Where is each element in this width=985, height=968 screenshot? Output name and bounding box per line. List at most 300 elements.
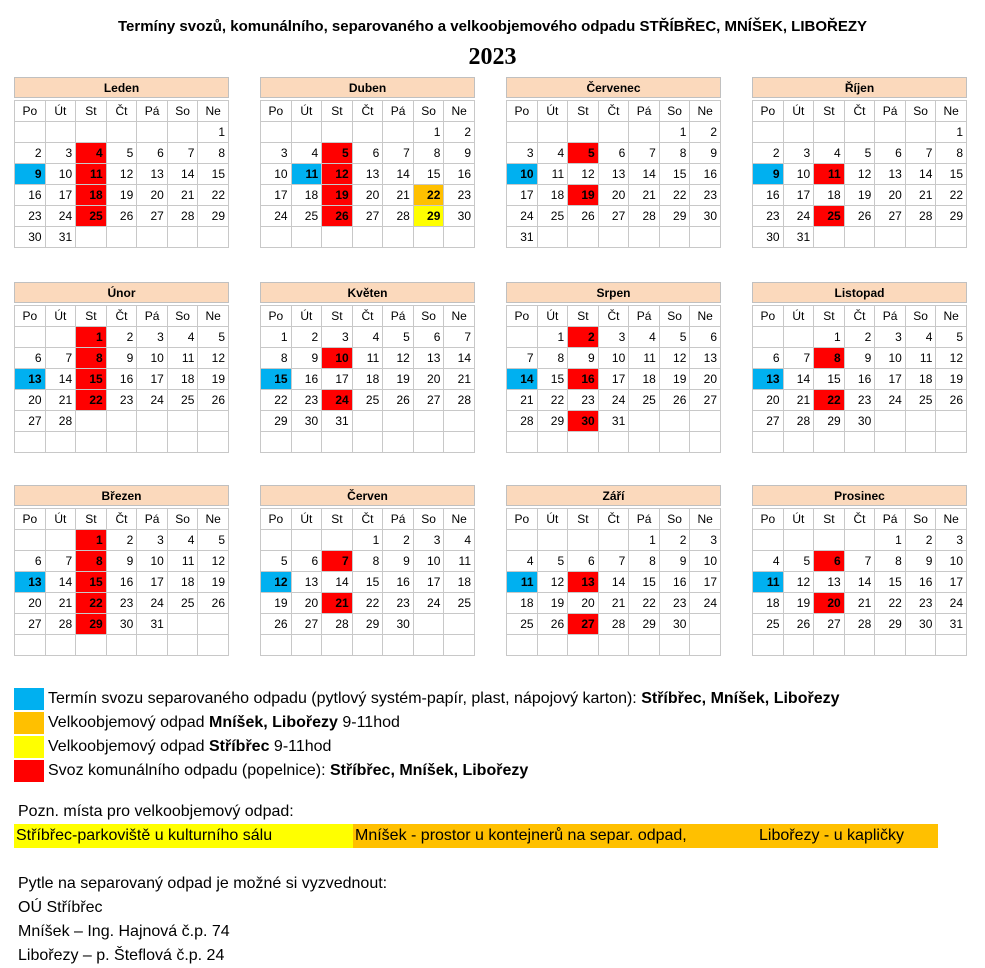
empty-cell (45, 432, 76, 453)
day-cell: 11 (814, 164, 845, 185)
day-cell: 31 (322, 411, 353, 432)
day-cell: 16 (844, 369, 875, 390)
places-row (18, 824, 938, 848)
day-cell: 12 (936, 348, 967, 369)
weekday-header: Pá (383, 306, 414, 327)
day-cell: 17 (137, 572, 168, 593)
month-8 (14, 485, 229, 656)
day-cell: 2 (844, 327, 875, 348)
day-cell: 2 (659, 530, 690, 551)
empty-cell (753, 327, 784, 348)
empty-cell (106, 122, 137, 143)
weekday-header: So (905, 509, 936, 530)
day-cell: 9 (659, 551, 690, 572)
day-cell: 13 (15, 369, 46, 390)
day-cell: 27 (291, 614, 322, 635)
month-table (752, 100, 967, 248)
empty-cell (507, 530, 538, 551)
empty-cell (690, 635, 721, 656)
day-cell: 25 (444, 593, 475, 614)
day-cell: 29 (537, 411, 568, 432)
empty-cell (261, 227, 292, 248)
empty-cell (322, 635, 353, 656)
month-name: Duben (260, 77, 475, 98)
legend-row-municipal (14, 759, 529, 783)
day-cell: 21 (322, 593, 353, 614)
weekday-header: Pá (383, 101, 414, 122)
day-cell: 14 (167, 164, 198, 185)
day-cell: 16 (291, 369, 322, 390)
empty-cell (322, 530, 353, 551)
weekday-header: Ne (690, 306, 721, 327)
day-cell: 16 (568, 369, 599, 390)
weekday-header: Ne (690, 509, 721, 530)
day-cell: 15 (261, 369, 292, 390)
day-cell: 10 (936, 551, 967, 572)
empty-cell (568, 635, 599, 656)
weekday-header: Po (753, 306, 784, 327)
blue-swatch-icon (14, 688, 44, 710)
month-name: Srpen (506, 282, 721, 303)
month-3 (752, 77, 967, 248)
empty-cell (537, 635, 568, 656)
day-cell: 29 (629, 614, 660, 635)
day-cell: 25 (629, 390, 660, 411)
day-cell: 2 (106, 327, 137, 348)
empty-cell (352, 411, 383, 432)
legend-row-separated (14, 687, 840, 711)
day-cell: 21 (383, 185, 414, 206)
day-cell: 27 (690, 390, 721, 411)
day-cell: 21 (507, 390, 538, 411)
day-cell: 25 (905, 390, 936, 411)
day-cell: 12 (659, 348, 690, 369)
day-cell: 24 (783, 206, 814, 227)
day-cell: 12 (844, 164, 875, 185)
empty-cell (413, 227, 444, 248)
day-cell: 7 (444, 327, 475, 348)
day-cell: 13 (598, 164, 629, 185)
place-liborezy: Libořezy - u kapličky (759, 827, 904, 844)
day-cell: 17 (507, 185, 538, 206)
empty-cell (875, 635, 906, 656)
weekday-header: Út (783, 306, 814, 327)
day-cell: 26 (936, 390, 967, 411)
day-cell: 16 (383, 572, 414, 593)
day-cell: 7 (629, 143, 660, 164)
empty-cell (629, 122, 660, 143)
empty-cell (537, 530, 568, 551)
weekday-header: Po (261, 101, 292, 122)
empty-cell (15, 530, 46, 551)
day-cell: 28 (45, 614, 76, 635)
day-cell: 7 (45, 551, 76, 572)
weekday-header: Ne (198, 509, 229, 530)
empty-cell (137, 122, 168, 143)
day-cell: 12 (322, 164, 353, 185)
empty-cell (507, 635, 538, 656)
empty-cell (167, 122, 198, 143)
day-cell: 24 (690, 593, 721, 614)
day-cell: 27 (352, 206, 383, 227)
day-cell: 16 (659, 572, 690, 593)
bags-location-3: Libořezy – p. Šteflová č.p. 24 (18, 947, 225, 964)
day-cell: 11 (352, 348, 383, 369)
day-cell: 22 (659, 185, 690, 206)
day-cell: 14 (507, 369, 538, 390)
empty-cell (15, 122, 46, 143)
empty-cell (137, 635, 168, 656)
day-cell: 29 (76, 614, 107, 635)
day-cell: 17 (322, 369, 353, 390)
month-table (506, 508, 721, 656)
month-table (752, 305, 967, 453)
weekday-header: Út (783, 509, 814, 530)
day-cell: 11 (291, 164, 322, 185)
day-cell: 8 (875, 551, 906, 572)
day-cell: 20 (15, 593, 46, 614)
empty-cell (76, 432, 107, 453)
weekday-header: Po (507, 306, 538, 327)
day-cell: 26 (659, 390, 690, 411)
day-cell: 30 (106, 614, 137, 635)
day-cell: 15 (629, 572, 660, 593)
day-cell: 11 (905, 348, 936, 369)
day-cell: 7 (322, 551, 353, 572)
empty-cell (507, 432, 538, 453)
day-cell: 3 (137, 530, 168, 551)
empty-cell (598, 530, 629, 551)
day-cell: 4 (814, 143, 845, 164)
legend-separated-bold: Stříbřec, Mníšek, Libořezy (641, 690, 840, 707)
empty-cell (659, 432, 690, 453)
day-cell: 6 (568, 551, 599, 572)
weekday-header: Pá (875, 101, 906, 122)
day-cell: 2 (106, 530, 137, 551)
day-cell: 20 (137, 185, 168, 206)
empty-cell (15, 635, 46, 656)
empty-cell (537, 432, 568, 453)
day-cell: 4 (167, 530, 198, 551)
empty-cell (167, 411, 198, 432)
empty-cell (261, 635, 292, 656)
empty-cell (844, 635, 875, 656)
day-cell: 10 (45, 164, 76, 185)
day-cell: 3 (507, 143, 538, 164)
day-cell: 27 (875, 206, 906, 227)
day-cell: 26 (844, 206, 875, 227)
empty-cell (659, 227, 690, 248)
day-cell: 14 (844, 572, 875, 593)
day-cell: 10 (875, 348, 906, 369)
empty-cell (137, 227, 168, 248)
empty-cell (444, 635, 475, 656)
day-cell: 14 (905, 164, 936, 185)
day-cell: 5 (659, 327, 690, 348)
weekday-header: Čt (844, 306, 875, 327)
bags-location-1: OÚ Stříbřec (18, 899, 103, 916)
month-name: Leden (14, 77, 229, 98)
day-cell: 13 (875, 164, 906, 185)
month-name: Říjen (752, 77, 967, 98)
empty-cell (537, 227, 568, 248)
day-cell: 23 (15, 206, 46, 227)
day-cell: 5 (783, 551, 814, 572)
weekday-header: St (76, 101, 107, 122)
weekday-header: Čt (106, 306, 137, 327)
day-cell: 14 (45, 572, 76, 593)
day-cell: 6 (137, 143, 168, 164)
weekday-header: Út (537, 509, 568, 530)
day-cell: 5 (198, 530, 229, 551)
day-cell: 24 (507, 206, 538, 227)
day-cell: 16 (106, 572, 137, 593)
weekday-header: Čt (106, 101, 137, 122)
weekday-header: St (76, 306, 107, 327)
day-cell: 31 (783, 227, 814, 248)
day-cell: 6 (875, 143, 906, 164)
day-cell: 26 (568, 206, 599, 227)
weekday-header: Pá (629, 101, 660, 122)
day-cell: 11 (444, 551, 475, 572)
empty-cell (383, 411, 414, 432)
day-cell: 10 (783, 164, 814, 185)
day-cell: 11 (167, 348, 198, 369)
day-cell: 17 (936, 572, 967, 593)
empty-cell (905, 227, 936, 248)
weekday-header: Út (45, 306, 76, 327)
empty-cell (167, 635, 198, 656)
legend-row-bulky-stribrec (14, 735, 332, 759)
empty-cell (753, 122, 784, 143)
year-heading: 2023 (468, 44, 517, 70)
day-cell: 18 (444, 572, 475, 593)
day-cell: 31 (598, 411, 629, 432)
weekday-header: So (413, 101, 444, 122)
orange-swatch-icon (14, 712, 44, 734)
day-cell: 3 (783, 143, 814, 164)
day-cell: 23 (106, 593, 137, 614)
empty-cell (690, 411, 721, 432)
day-cell: 13 (291, 572, 322, 593)
day-cell: 30 (383, 614, 414, 635)
month-name: Únor (14, 282, 229, 303)
day-cell: 4 (76, 143, 107, 164)
empty-cell (291, 432, 322, 453)
day-cell: 18 (507, 593, 538, 614)
day-cell: 13 (352, 164, 383, 185)
day-cell: 17 (45, 185, 76, 206)
weekday-header: Po (15, 509, 46, 530)
month-table (752, 508, 967, 656)
empty-cell (936, 411, 967, 432)
legend-row-bulky-mnisek (14, 711, 400, 735)
empty-cell (106, 635, 137, 656)
weekday-header: Po (261, 509, 292, 530)
empty-cell (814, 227, 845, 248)
day-cell: 21 (844, 593, 875, 614)
day-cell: 5 (261, 551, 292, 572)
day-cell: 4 (291, 143, 322, 164)
day-cell: 2 (753, 143, 784, 164)
day-cell: 8 (76, 348, 107, 369)
day-cell: 26 (537, 614, 568, 635)
weekday-header: So (659, 509, 690, 530)
weekday-header: Ne (444, 306, 475, 327)
day-cell: 29 (261, 411, 292, 432)
notes (18, 800, 938, 968)
day-cell: 30 (15, 227, 46, 248)
day-cell: 8 (936, 143, 967, 164)
day-cell: 7 (844, 551, 875, 572)
month-4 (14, 282, 229, 453)
weekday-header: Út (45, 101, 76, 122)
day-cell: 28 (598, 614, 629, 635)
empty-cell (690, 432, 721, 453)
weekday-header: Čt (352, 306, 383, 327)
day-cell: 19 (322, 185, 353, 206)
empty-cell (936, 635, 967, 656)
empty-cell (507, 327, 538, 348)
day-cell: 30 (905, 614, 936, 635)
day-cell: 25 (76, 206, 107, 227)
day-cell: 11 (629, 348, 660, 369)
day-cell: 20 (568, 593, 599, 614)
empty-cell (568, 227, 599, 248)
empty-cell (814, 432, 845, 453)
day-cell: 24 (875, 390, 906, 411)
day-cell: 15 (198, 164, 229, 185)
month-table (14, 305, 229, 453)
empty-cell (629, 635, 660, 656)
weekday-header: Čt (352, 509, 383, 530)
day-cell: 27 (15, 411, 46, 432)
empty-cell (659, 411, 690, 432)
day-cell: 26 (322, 206, 353, 227)
day-cell: 23 (291, 390, 322, 411)
day-cell: 22 (76, 390, 107, 411)
day-cell: 23 (659, 593, 690, 614)
empty-cell (936, 227, 967, 248)
empty-cell (783, 432, 814, 453)
day-cell: 29 (875, 614, 906, 635)
day-cell: 9 (844, 348, 875, 369)
day-cell: 29 (413, 206, 444, 227)
day-cell: 2 (15, 143, 46, 164)
day-cell: 21 (167, 185, 198, 206)
day-cell: 20 (598, 185, 629, 206)
empty-cell (568, 432, 599, 453)
weekday-header: St (76, 509, 107, 530)
empty-cell (198, 411, 229, 432)
weekday-header: Čt (598, 101, 629, 122)
day-cell: 28 (905, 206, 936, 227)
weekday-header: Pá (383, 509, 414, 530)
day-cell: 7 (905, 143, 936, 164)
day-cell: 22 (629, 593, 660, 614)
day-cell: 22 (413, 185, 444, 206)
day-cell: 20 (753, 390, 784, 411)
day-cell: 7 (783, 348, 814, 369)
day-cell: 1 (76, 327, 107, 348)
empty-cell (45, 635, 76, 656)
day-cell: 25 (291, 206, 322, 227)
day-cell: 18 (167, 369, 198, 390)
weekday-header: Út (291, 306, 322, 327)
day-cell: 12 (198, 348, 229, 369)
empty-cell (598, 227, 629, 248)
empty-cell (76, 411, 107, 432)
empty-cell (783, 122, 814, 143)
empty-cell (629, 432, 660, 453)
day-cell: 9 (106, 551, 137, 572)
day-cell: 28 (844, 614, 875, 635)
day-cell: 23 (444, 185, 475, 206)
day-cell: 9 (905, 551, 936, 572)
weekday-header: Ne (444, 101, 475, 122)
empty-cell (261, 122, 292, 143)
day-cell: 20 (15, 390, 46, 411)
day-cell: 23 (753, 206, 784, 227)
day-cell: 7 (45, 348, 76, 369)
day-cell: 28 (167, 206, 198, 227)
empty-cell (198, 432, 229, 453)
day-cell: 19 (198, 369, 229, 390)
month-name: Květen (260, 282, 475, 303)
day-cell: 24 (137, 390, 168, 411)
month-6 (506, 282, 721, 453)
empty-cell (753, 432, 784, 453)
day-cell: 21 (45, 390, 76, 411)
weekday-header: So (167, 101, 198, 122)
day-cell: 14 (383, 164, 414, 185)
day-cell: 19 (198, 572, 229, 593)
day-cell: 24 (936, 593, 967, 614)
empty-cell (444, 432, 475, 453)
empty-cell (352, 635, 383, 656)
day-cell: 14 (45, 369, 76, 390)
place-mnisek: Mníšek - prostor u kontejnerů na separ. odpad, (355, 827, 687, 844)
legend-bulky-mnisek-suffix: 9-11hod (337, 714, 400, 731)
empty-cell (167, 614, 198, 635)
day-cell: 29 (198, 206, 229, 227)
empty-cell (936, 432, 967, 453)
day-cell: 31 (45, 227, 76, 248)
empty-cell (322, 432, 353, 453)
weekday-header: Ne (690, 101, 721, 122)
day-cell: 23 (905, 593, 936, 614)
day-cell: 21 (905, 185, 936, 206)
day-cell: 13 (814, 572, 845, 593)
month-2 (506, 77, 721, 248)
empty-cell (198, 227, 229, 248)
empty-cell (106, 411, 137, 432)
day-cell: 17 (261, 185, 292, 206)
day-cell: 16 (106, 369, 137, 390)
month-table (14, 100, 229, 248)
month-0 (14, 77, 229, 248)
day-cell: 26 (261, 614, 292, 635)
day-cell: 9 (291, 348, 322, 369)
day-cell: 22 (814, 390, 845, 411)
empty-cell (690, 614, 721, 635)
day-cell: 28 (783, 411, 814, 432)
weekday-header: So (167, 306, 198, 327)
empty-cell (753, 635, 784, 656)
day-cell: 28 (45, 411, 76, 432)
day-cell: 18 (291, 185, 322, 206)
empty-cell (598, 635, 629, 656)
